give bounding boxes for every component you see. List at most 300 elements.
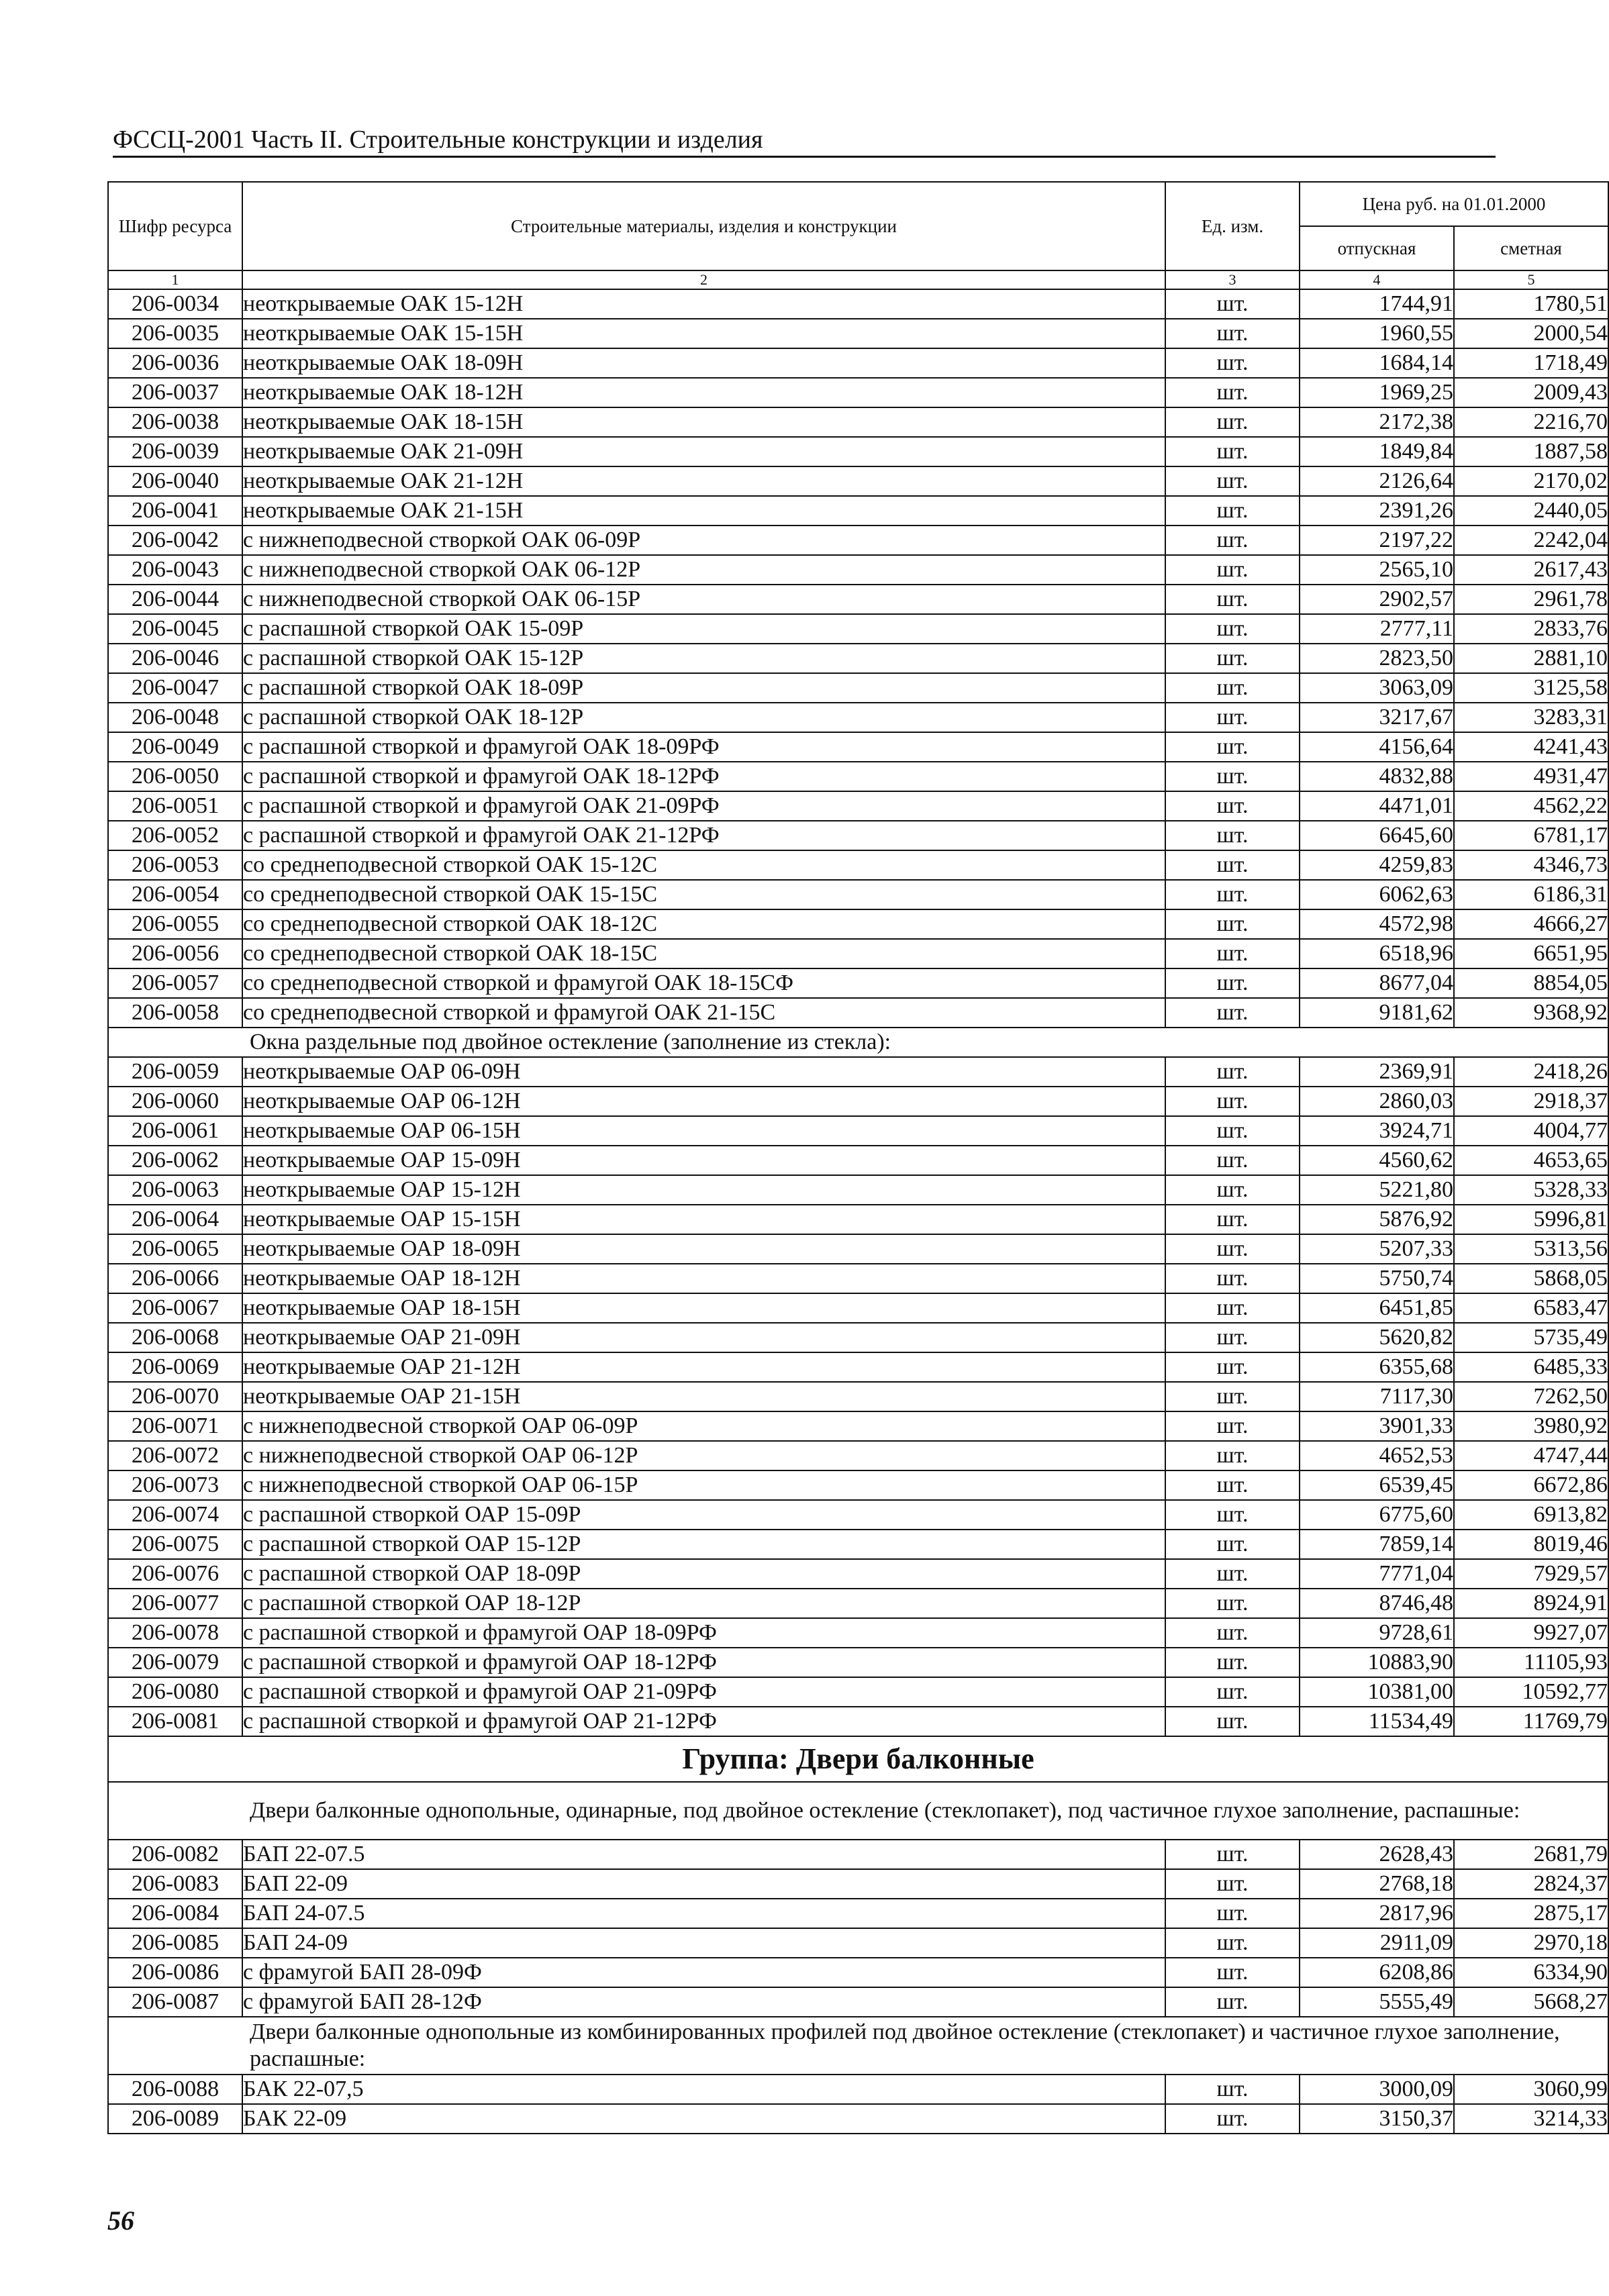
unit-cell: шт. <box>1165 585 1300 614</box>
estimate-price-cell: 2918,37 <box>1454 1087 1608 1116</box>
col-unit-header: Ед. изм. <box>1165 182 1300 270</box>
estimate-price-cell: 2009,43 <box>1454 378 1608 407</box>
price-table <box>107 181 1609 2134</box>
release-price-cell: 2911,09 <box>1300 1928 1454 1958</box>
table-row <box>108 1707 1608 1736</box>
estimate-price-cell: 5868,05 <box>1454 1264 1608 1293</box>
estimate-price-cell: 3060,99 <box>1454 2075 1608 2104</box>
table-row <box>108 703 1608 732</box>
estimate-price-cell: 11769,79 <box>1454 1707 1608 1736</box>
table-row <box>108 998 1608 1028</box>
resource-code-cell: 206-0074 <box>108 1500 242 1530</box>
item-name-cell: с распашной створкой и фрамугой ОАР 18-12РФ <box>242 1648 1165 1677</box>
estimate-price-cell: 2170,02 <box>1454 466 1608 496</box>
release-price-cell: 2172,38 <box>1300 407 1454 437</box>
release-price-cell: 4471,01 <box>1300 791 1454 821</box>
estimate-price-cell: 4666,27 <box>1454 909 1608 939</box>
unit-cell: шт. <box>1165 791 1300 821</box>
item-name-cell: со среднеподвесной створкой ОАК 18-15С <box>242 939 1165 968</box>
release-price-cell: 7117,30 <box>1300 1382 1454 1411</box>
release-price-cell: 1684,14 <box>1300 348 1454 378</box>
release-price-cell: 8746,48 <box>1300 1589 1454 1618</box>
release-price-cell: 2197,22 <box>1300 526 1454 555</box>
estimate-price-cell: 2681,79 <box>1454 1840 1608 1869</box>
estimate-price-cell: 8019,46 <box>1454 1530 1608 1559</box>
resource-code-cell: 206-0078 <box>108 1618 242 1648</box>
item-name-cell: БАП 22-07.5 <box>242 1840 1165 1869</box>
item-name-cell: неоткрываемые ОАР 21-12Н <box>242 1352 1165 1382</box>
unit-cell: шт. <box>1165 1500 1300 1530</box>
release-price-cell: 4652,53 <box>1300 1441 1454 1470</box>
table-row <box>108 644 1608 673</box>
release-price-cell: 5555,49 <box>1300 1987 1454 2017</box>
estimate-price-cell: 5313,56 <box>1454 1234 1608 1264</box>
release-price-cell: 1960,55 <box>1300 319 1454 348</box>
estimate-price-cell: 2961,78 <box>1454 585 1608 614</box>
item-name-cell: неоткрываемые ОАР 15-09Н <box>242 1146 1165 1175</box>
estimate-price-cell: 5668,27 <box>1454 1987 1608 2017</box>
table-row <box>108 1987 1608 2017</box>
resource-code-cell: 206-0034 <box>108 289 242 319</box>
release-price-cell: 7859,14 <box>1300 1530 1454 1559</box>
table-row <box>108 1589 1608 1618</box>
table-row <box>108 1264 1608 1293</box>
estimate-price-cell: 6781,17 <box>1454 821 1608 850</box>
item-name-cell: с нижнеподвесной створкой ОАК 06-15Р <box>242 585 1165 614</box>
item-name-cell: неоткрываемые ОАР 15-12Н <box>242 1175 1165 1205</box>
table-header <box>108 182 1608 289</box>
item-name-cell: неоткрываемые ОАР 06-09Н <box>242 1057 1165 1087</box>
resource-code-cell: 206-0081 <box>108 1707 242 1736</box>
table-row <box>108 939 1608 968</box>
estimate-price-cell: 6485,33 <box>1454 1352 1608 1382</box>
unit-cell: шт. <box>1165 968 1300 998</box>
estimate-price-cell: 8854,05 <box>1454 968 1608 998</box>
resource-code-cell: 206-0082 <box>108 1840 242 1869</box>
release-price-cell: 3150,37 <box>1300 2104 1454 2134</box>
unit-cell: шт. <box>1165 732 1300 762</box>
unit-cell: шт. <box>1165 762 1300 791</box>
col-number-2: 2 <box>242 270 1165 289</box>
release-price-cell: 4572,98 <box>1300 909 1454 939</box>
col-name-header: Строительные материалы, изделия и конструкции <box>242 182 1165 270</box>
release-price-cell: 6518,96 <box>1300 939 1454 968</box>
resource-code-cell: 206-0080 <box>108 1677 242 1707</box>
release-price-cell: 2902,57 <box>1300 585 1454 614</box>
release-price-cell: 4560,62 <box>1300 1146 1454 1175</box>
release-price-cell: 6539,45 <box>1300 1470 1454 1500</box>
resource-code-cell: 206-0063 <box>108 1175 242 1205</box>
resource-code-cell: 206-0088 <box>108 2075 242 2104</box>
unit-cell: шт. <box>1165 1352 1300 1382</box>
unit-cell: шт. <box>1165 1530 1300 1559</box>
unit-cell: шт. <box>1165 1057 1300 1087</box>
subsection-heading: Двери балконные однопольные из комбинированных профилей под двойное остекление (стеклопакет) и частичное глухое заполнение, распашные: <box>108 2017 1608 2075</box>
estimate-price-cell: 6334,90 <box>1454 1958 1608 1987</box>
unit-cell: шт. <box>1165 909 1300 939</box>
item-name-cell: со среднеподвесной створкой и фрамугой ОАК 21-15С <box>242 998 1165 1028</box>
unit-cell: шт. <box>1165 614 1300 644</box>
estimate-price-cell: 4747,44 <box>1454 1441 1608 1470</box>
resource-code-cell: 206-0062 <box>108 1146 242 1175</box>
item-name-cell: со среднеподвесной створкой ОАК 18-12С <box>242 909 1165 939</box>
unit-cell: шт. <box>1165 407 1300 437</box>
release-price-cell: 5876,92 <box>1300 1205 1454 1234</box>
unit-cell: шт. <box>1165 1958 1300 1987</box>
table-row <box>108 555 1608 585</box>
resource-code-cell: 206-0077 <box>108 1589 242 1618</box>
resource-code-cell: 206-0061 <box>108 1116 242 1146</box>
table-row <box>108 496 1608 526</box>
resource-code-cell: 206-0059 <box>108 1057 242 1087</box>
release-price-cell: 1969,25 <box>1300 378 1454 407</box>
resource-code-cell: 206-0086 <box>108 1958 242 1987</box>
item-name-cell: неоткрываемые ОАР 21-15Н <box>242 1382 1165 1411</box>
release-price-cell: 2823,50 <box>1300 644 1454 673</box>
release-price-cell: 3217,67 <box>1300 703 1454 732</box>
item-name-cell: с фрамугой БАП 28-09Ф <box>242 1958 1165 1987</box>
group-heading: Группа: Двери балконные <box>108 1736 1608 1782</box>
resource-code-cell: 206-0069 <box>108 1352 242 1382</box>
unit-cell: шт. <box>1165 850 1300 880</box>
table-row <box>108 2104 1608 2134</box>
table-row <box>108 880 1608 909</box>
release-price-cell: 4832,88 <box>1300 762 1454 791</box>
unit-cell: шт. <box>1165 1869 1300 1899</box>
unit-cell: шт. <box>1165 348 1300 378</box>
release-price-cell: 3901,33 <box>1300 1411 1454 1441</box>
estimate-price-cell: 6913,82 <box>1454 1500 1608 1530</box>
estimate-price-cell: 4241,43 <box>1454 732 1608 762</box>
item-name-cell: с распашной створкой ОАК 15-12Р <box>242 644 1165 673</box>
table-row <box>108 1928 1608 1958</box>
item-name-cell: со среднеподвесной створкой и фрамугой ОАК 18-15СФ <box>242 968 1165 998</box>
estimate-price-cell: 4346,73 <box>1454 850 1608 880</box>
release-price-cell: 1744,91 <box>1300 289 1454 319</box>
resource-code-cell: 206-0058 <box>108 998 242 1028</box>
unit-cell: шт. <box>1165 1618 1300 1648</box>
item-name-cell: с распашной створкой ОАР 15-09Р <box>242 1500 1165 1530</box>
resource-code-cell: 206-0036 <box>108 348 242 378</box>
estimate-price-cell: 5735,49 <box>1454 1323 1608 1352</box>
unit-cell: шт. <box>1165 1382 1300 1411</box>
resource-code-cell: 206-0089 <box>108 2104 242 2134</box>
col-number-1: 1 <box>108 270 242 289</box>
table-row <box>108 732 1608 762</box>
item-name-cell: с распашной створкой и фрамугой ОАР 21-12РФ <box>242 1707 1165 1736</box>
resource-code-cell: 206-0055 <box>108 909 242 939</box>
table-row <box>108 1677 1608 1707</box>
resource-code-cell: 206-0035 <box>108 319 242 348</box>
estimate-price-cell: 4653,65 <box>1454 1146 1608 1175</box>
item-name-cell: неоткрываемые ОАК 18-12Н <box>242 378 1165 407</box>
item-name-cell: с нижнеподвесной створкой ОАР 06-15Р <box>242 1470 1165 1500</box>
resource-code-cell: 206-0052 <box>108 821 242 850</box>
col-price-header: Цена руб. на 01.01.2000 <box>1300 182 1608 226</box>
table-row <box>108 1618 1608 1648</box>
release-price-cell: 6451,85 <box>1300 1293 1454 1323</box>
release-price-cell: 9728,61 <box>1300 1618 1454 1648</box>
table-row <box>108 850 1608 880</box>
release-price-cell: 11534,49 <box>1300 1707 1454 1736</box>
table-row <box>108 585 1608 614</box>
item-name-cell: со среднеподвесной створкой ОАК 15-12С <box>242 850 1165 880</box>
item-name-cell: с распашной створкой ОАК 15-09Р <box>242 614 1165 644</box>
estimate-price-cell: 6672,86 <box>1454 1470 1608 1500</box>
item-name-cell: неоткрываемые ОАР 21-09Н <box>242 1323 1165 1352</box>
unit-cell: шт. <box>1165 1589 1300 1618</box>
table-row <box>108 1958 1608 1987</box>
table-row <box>108 1648 1608 1677</box>
release-price-cell: 4259,83 <box>1300 850 1454 880</box>
col-number-5: 5 <box>1454 270 1608 289</box>
release-price-cell: 10883,90 <box>1300 1648 1454 1677</box>
table-row <box>108 1323 1608 1352</box>
item-name-cell: с распашной створкой и фрамугой ОАК 21-09РФ <box>242 791 1165 821</box>
table-row <box>108 526 1608 555</box>
item-name-cell: неоткрываемые ОАК 15-12Н <box>242 289 1165 319</box>
resource-code-cell: 206-0073 <box>108 1470 242 1500</box>
resource-code-cell: 206-0054 <box>108 880 242 909</box>
estimate-price-cell: 1780,51 <box>1454 289 1608 319</box>
resource-code-cell: 206-0057 <box>108 968 242 998</box>
item-name-cell: неоткрываемые ОАР 06-15Н <box>242 1116 1165 1146</box>
item-name-cell: с распашной створкой ОАР 18-12Р <box>242 1589 1165 1618</box>
table-row <box>108 1500 1608 1530</box>
resource-code-cell: 206-0049 <box>108 732 242 762</box>
table-row <box>108 1116 1608 1146</box>
item-name-cell: с распашной створкой и фрамугой ОАК 21-12РФ <box>242 821 1165 850</box>
group-heading-row <box>108 1736 1608 1782</box>
subsection-row <box>108 1782 1608 1840</box>
item-name-cell: БАК 22-07,5 <box>242 2075 1165 2104</box>
estimate-price-cell: 3980,92 <box>1454 1411 1608 1441</box>
table-row <box>108 1840 1608 1869</box>
unit-cell: шт. <box>1165 703 1300 732</box>
item-name-cell: с нижнеподвесной створкой ОАР 06-09Р <box>242 1411 1165 1441</box>
estimate-price-cell: 9927,07 <box>1454 1618 1608 1648</box>
release-price-cell: 2768,18 <box>1300 1869 1454 1899</box>
resource-code-cell: 206-0039 <box>108 437 242 466</box>
resource-code-cell: 206-0053 <box>108 850 242 880</box>
unit-cell: шт. <box>1165 437 1300 466</box>
resource-code-cell: 206-0037 <box>108 378 242 407</box>
item-name-cell: с фрамугой БАП 28-12Ф <box>242 1987 1165 2017</box>
resource-code-cell: 206-0085 <box>108 1928 242 1958</box>
unit-cell: шт. <box>1165 1175 1300 1205</box>
item-name-cell: неоткрываемые ОАК 15-15Н <box>242 319 1165 348</box>
item-name-cell: с распашной створкой ОАР 15-12Р <box>242 1530 1165 1559</box>
resource-code-cell: 206-0068 <box>108 1323 242 1352</box>
resource-code-cell: 206-0038 <box>108 407 242 437</box>
estimate-price-cell: 2824,37 <box>1454 1869 1608 1899</box>
table-row <box>108 2075 1608 2104</box>
table-row <box>108 437 1608 466</box>
subsection-heading: Окна раздельные под двойное остекление (заполнение из стекла): <box>108 1028 1608 1057</box>
estimate-price-cell: 6583,47 <box>1454 1293 1608 1323</box>
resource-code-cell: 206-0042 <box>108 526 242 555</box>
resource-code-cell: 206-0045 <box>108 614 242 644</box>
unit-cell: шт. <box>1165 378 1300 407</box>
resource-code-cell: 206-0051 <box>108 791 242 821</box>
release-price-cell: 8677,04 <box>1300 968 1454 998</box>
table-row <box>108 791 1608 821</box>
item-name-cell: с распашной створкой и фрамугой ОАР 18-09РФ <box>242 1618 1165 1648</box>
unit-cell: шт. <box>1165 526 1300 555</box>
release-price-cell: 3063,09 <box>1300 673 1454 703</box>
resource-code-cell: 206-0072 <box>108 1441 242 1470</box>
release-price-cell: 9181,62 <box>1300 998 1454 1028</box>
item-name-cell: с распашной створкой ОАК 18-12Р <box>242 703 1165 732</box>
unit-cell: шт. <box>1165 1559 1300 1589</box>
subsection-row <box>108 1028 1608 1057</box>
item-name-cell: с распашной створкой и фрамугой ОАК 18-12РФ <box>242 762 1165 791</box>
item-name-cell: БАП 22-09 <box>242 1869 1165 1899</box>
item-name-cell: неоткрываемые ОАК 21-09Н <box>242 437 1165 466</box>
resource-code-cell: 206-0066 <box>108 1264 242 1293</box>
unit-cell: шт. <box>1165 1116 1300 1146</box>
resource-code-cell: 206-0041 <box>108 496 242 526</box>
unit-cell: шт. <box>1165 880 1300 909</box>
release-price-cell: 6062,63 <box>1300 880 1454 909</box>
release-price-cell: 1849,84 <box>1300 437 1454 466</box>
item-name-cell: неоткрываемые ОАК 18-09Н <box>242 348 1165 378</box>
unit-cell: шт. <box>1165 1411 1300 1441</box>
item-name-cell: с распашной створкой и фрамугой ОАК 18-09РФ <box>242 732 1165 762</box>
resource-code-cell: 206-0079 <box>108 1648 242 1677</box>
estimate-price-cell: 7262,50 <box>1454 1382 1608 1411</box>
resource-code-cell: 206-0050 <box>108 762 242 791</box>
release-price-cell: 5620,82 <box>1300 1323 1454 1352</box>
release-price-cell: 2628,43 <box>1300 1840 1454 1869</box>
item-name-cell: неоткрываемые ОАК 21-12Н <box>242 466 1165 496</box>
table-row <box>108 1057 1608 1087</box>
table-row <box>108 1234 1608 1264</box>
release-price-cell: 2369,91 <box>1300 1057 1454 1087</box>
table-row <box>108 1470 1608 1500</box>
estimate-price-cell: 5996,81 <box>1454 1205 1608 1234</box>
item-name-cell: с распашной створкой ОАР 18-09Р <box>242 1559 1165 1589</box>
unit-cell: шт. <box>1165 1470 1300 1500</box>
release-price-cell: 2126,64 <box>1300 466 1454 496</box>
release-price-cell: 5750,74 <box>1300 1264 1454 1293</box>
estimate-price-cell: 2418,26 <box>1454 1057 1608 1087</box>
estimate-price-cell: 6186,31 <box>1454 880 1608 909</box>
resource-code-cell: 206-0048 <box>108 703 242 732</box>
page-number: 56 <box>107 2205 134 2236</box>
unit-cell: шт. <box>1165 466 1300 496</box>
resource-code-cell: 206-0075 <box>108 1530 242 1559</box>
estimate-price-cell: 6651,95 <box>1454 939 1608 968</box>
unit-cell: шт. <box>1165 673 1300 703</box>
table-row <box>108 1352 1608 1382</box>
release-price-cell: 4156,64 <box>1300 732 1454 762</box>
resource-code-cell: 206-0044 <box>108 585 242 614</box>
release-price-cell: 3924,71 <box>1300 1116 1454 1146</box>
release-price-cell: 5207,33 <box>1300 1234 1454 1264</box>
resource-code-cell: 206-0067 <box>108 1293 242 1323</box>
unit-cell: шт. <box>1165 1648 1300 1677</box>
unit-cell: шт. <box>1165 1987 1300 2017</box>
resource-code-cell: 206-0043 <box>108 555 242 585</box>
item-name-cell: с распашной створкой и фрамугой ОАР 21-09РФ <box>242 1677 1165 1707</box>
estimate-price-cell: 2000,54 <box>1454 319 1608 348</box>
estimate-price-cell: 9368,92 <box>1454 998 1608 1028</box>
estimate-price-cell: 2881,10 <box>1454 644 1608 673</box>
subsection-heading: Двери балконные однопольные, одинарные, под двойное остекление (стеклопакет), под частичное глухое заполнение, распашные: <box>108 1782 1608 1840</box>
table-row <box>108 1411 1608 1441</box>
resource-code-cell: 206-0070 <box>108 1382 242 1411</box>
unit-cell: шт. <box>1165 2104 1300 2134</box>
table-row <box>108 348 1608 378</box>
resource-code-cell: 206-0060 <box>108 1087 242 1116</box>
resource-code-cell: 206-0087 <box>108 1987 242 2017</box>
table-row <box>108 378 1608 407</box>
unit-cell: шт. <box>1165 1293 1300 1323</box>
table-row <box>108 1559 1608 1589</box>
release-price-cell: 3000,09 <box>1300 2075 1454 2104</box>
table-row <box>108 1869 1608 1899</box>
item-name-cell: неоткрываемые ОАР 18-15Н <box>242 1293 1165 1323</box>
release-price-cell: 6775,60 <box>1300 1500 1454 1530</box>
table-row <box>108 1293 1608 1323</box>
item-name-cell: неоткрываемые ОАР 18-12Н <box>242 1264 1165 1293</box>
estimate-price-cell: 3283,31 <box>1454 703 1608 732</box>
resource-code-cell: 206-0040 <box>108 466 242 496</box>
unit-cell: шт. <box>1165 1146 1300 1175</box>
col-release-header: отпускная <box>1300 226 1454 270</box>
resource-code-cell: 206-0064 <box>108 1205 242 1234</box>
release-price-cell: 2860,03 <box>1300 1087 1454 1116</box>
release-price-cell: 6355,68 <box>1300 1352 1454 1382</box>
item-name-cell: с распашной створкой ОАК 18-09Р <box>242 673 1165 703</box>
resource-code-cell: 206-0056 <box>108 939 242 968</box>
item-name-cell: БАК 22-09 <box>242 2104 1165 2134</box>
table-row <box>108 1205 1608 1234</box>
col-estimate-header: сметная <box>1454 226 1608 270</box>
resource-code-cell: 206-0065 <box>108 1234 242 1264</box>
item-name-cell: с нижнеподвесной створкой ОАК 06-12Р <box>242 555 1165 585</box>
table-row <box>108 909 1608 939</box>
release-price-cell: 2391,26 <box>1300 496 1454 526</box>
release-price-cell: 5221,80 <box>1300 1175 1454 1205</box>
estimate-price-cell: 5328,33 <box>1454 1175 1608 1205</box>
estimate-price-cell: 3214,33 <box>1454 2104 1608 2134</box>
unit-cell: шт. <box>1165 1928 1300 1958</box>
page-header-title: ФССЦ-2001 Часть II. Строительные конструкции и изделия <box>113 125 1496 158</box>
release-price-cell: 2777,11 <box>1300 614 1454 644</box>
unit-cell: шт. <box>1165 821 1300 850</box>
table-row <box>108 1441 1608 1470</box>
estimate-price-cell: 11105,93 <box>1454 1648 1608 1677</box>
release-price-cell: 6208,86 <box>1300 1958 1454 1987</box>
estimate-price-cell: 2242,04 <box>1454 526 1608 555</box>
estimate-price-cell: 2440,05 <box>1454 496 1608 526</box>
unit-cell: шт. <box>1165 1840 1300 1869</box>
unit-cell: шт. <box>1165 1323 1300 1352</box>
table-row <box>108 289 1608 319</box>
resource-code-cell: 206-0047 <box>108 673 242 703</box>
estimate-price-cell: 1718,49 <box>1454 348 1608 378</box>
estimate-price-cell: 4562,22 <box>1454 791 1608 821</box>
item-name-cell: БАП 24-07.5 <box>242 1899 1165 1928</box>
table-row <box>108 407 1608 437</box>
estimate-price-cell: 8924,91 <box>1454 1589 1608 1618</box>
estimate-price-cell: 2970,18 <box>1454 1928 1608 1958</box>
item-name-cell: со среднеподвесной створкой ОАК 15-15С <box>242 880 1165 909</box>
item-name-cell: с нижнеподвесной створкой ОАР 06-12Р <box>242 1441 1165 1470</box>
unit-cell: шт. <box>1165 939 1300 968</box>
